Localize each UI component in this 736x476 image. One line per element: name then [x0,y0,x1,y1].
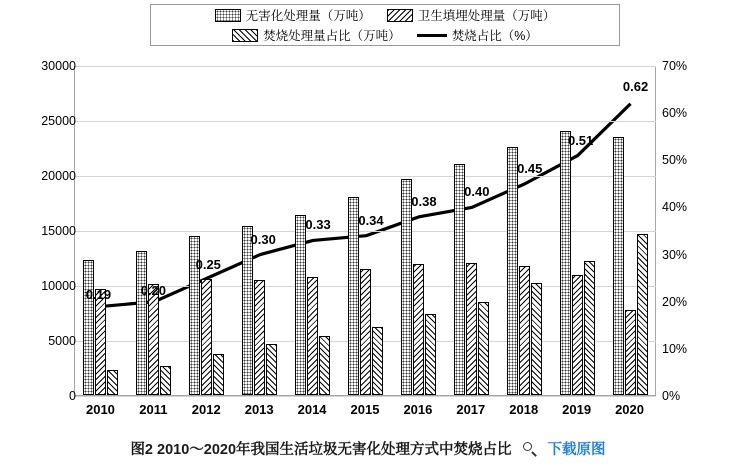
bar-group [242,226,277,395]
bar-landfill [254,280,265,395]
bar-landfill [625,310,636,395]
x-axis-tick: 2011 [139,402,168,417]
bar-landfill [572,275,583,395]
bar-landfill [307,277,318,395]
legend-swatch-dots-icon [215,9,241,22]
bar-harmless [454,164,465,395]
legend-item-incineration-share [417,26,538,44]
download-original-link[interactable]: 下载原图 [547,442,606,458]
bar-incineration [372,327,383,395]
line-point-label: 0.19 [85,287,112,303]
y-axis-tick-left: 25000 [41,114,76,128]
x-axis-tick: 2013 [244,402,274,417]
bar-landfill [360,269,371,395]
bar-harmless [507,147,518,395]
line-point-label: 0.30 [250,231,276,247]
legend-row-2 [151,25,619,45]
chart-legend [150,4,620,46]
x-axis-tick: 2010 [85,402,115,417]
bar-incineration [266,344,277,395]
x-axis-tick: 2018 [509,402,539,417]
legend-item-landfill [387,6,556,24]
y-axis-tick-right: 30% [662,247,688,262]
line-point-label: 0.33 [305,217,331,233]
gridline [75,121,656,122]
bar-harmless [613,137,624,395]
bar-group [507,147,542,395]
y-axis-tick-left: 10000 [41,279,76,293]
bar-incineration [107,370,118,395]
y-axis-tick-left: 15000 [41,224,76,238]
bar-harmless [242,226,253,395]
legend-swatch-hatch-back-icon [387,9,413,22]
legend-swatch-hatch-fwd-icon [232,29,258,42]
x-axis-tick: 2015 [350,402,380,417]
y-axis-tick-right: 50% [662,153,688,168]
bar-incineration [319,336,330,395]
bar-group [295,215,330,395]
y-axis-tick-left: 30000 [41,59,76,73]
x-axis-tick: 2012 [191,402,221,417]
gridline [75,66,656,67]
y-axis-tick-right: 60% [662,106,688,121]
bar-incineration [478,302,489,395]
bar-incineration [584,261,595,395]
line-point-label: 0.51 [567,132,594,148]
magnifier-icon[interactable] [522,441,538,457]
y-axis-tick-left: 5000 [48,334,76,348]
bar-incineration [213,354,224,395]
legend-label-incineration-share: 焚烧占比（%） [451,29,538,43]
bar-group [560,131,595,395]
bar-landfill [95,289,106,395]
line-point-label: 0.40 [464,184,490,200]
legend-item-harmless [215,6,371,24]
bar-harmless [401,179,412,395]
x-axis-tick: 2020 [615,402,644,417]
bar-landfill [466,263,477,395]
bar-incineration [637,234,648,395]
bar-group [136,251,171,395]
bar-harmless [83,260,94,395]
line-point-label: 0.62 [622,78,649,94]
legend-swatch-line-icon [417,34,447,37]
legend-label-landfill: 卫生填埋处理量（万吨） [417,9,556,23]
x-axis-tick: 2016 [403,402,433,417]
x-axis-tick: 2019 [562,402,592,417]
y-axis-tick-right: 0% [662,389,681,403]
plot-area [74,66,656,396]
figure-caption [0,438,736,459]
line-point-label: 0.25 [195,257,221,273]
line-point-label: 0.34 [358,212,384,228]
x-axis-tick: 2017 [456,402,486,417]
bar-incineration [425,314,436,395]
y-axis-tick-left: 0 [69,389,76,403]
line-point-label: 0.20 [140,282,167,298]
bar-landfill [519,266,530,395]
bar-group [401,179,436,395]
bar-group [83,260,118,395]
bar-landfill [148,284,159,395]
legend-label-harmless: 无害化处理量（万吨） [245,9,371,23]
legend-item-incineration [232,26,401,44]
y-axis-tick-right: 40% [662,200,688,215]
bar-group [613,137,648,395]
bar-harmless [295,215,306,395]
bar-landfill [413,264,424,395]
y-axis-tick-right: 20% [662,294,688,309]
legend-row-1 [151,5,619,25]
gridline [75,396,656,397]
y-axis-tick-left: 20000 [41,169,76,183]
bar-harmless [136,251,147,395]
line-point-label: 0.45 [517,160,543,176]
bar-harmless [560,131,571,395]
y-axis-tick-right: 10% [662,341,688,356]
bar-landfill [201,279,212,395]
bar-harmless [348,197,359,395]
bar-incineration [160,366,171,395]
legend-label-incineration: 焚烧处理量占比（万吨） [263,29,401,43]
x-axis-tick: 2014 [297,402,327,417]
bar-incineration [531,283,542,395]
line-point-label: 0.38 [411,193,437,209]
y-axis-tick-right: 70% [662,59,688,73]
caption-text: 图2 2010～2020年我国生活垃圾无害化处理方式中焚烧占比 [130,442,512,458]
